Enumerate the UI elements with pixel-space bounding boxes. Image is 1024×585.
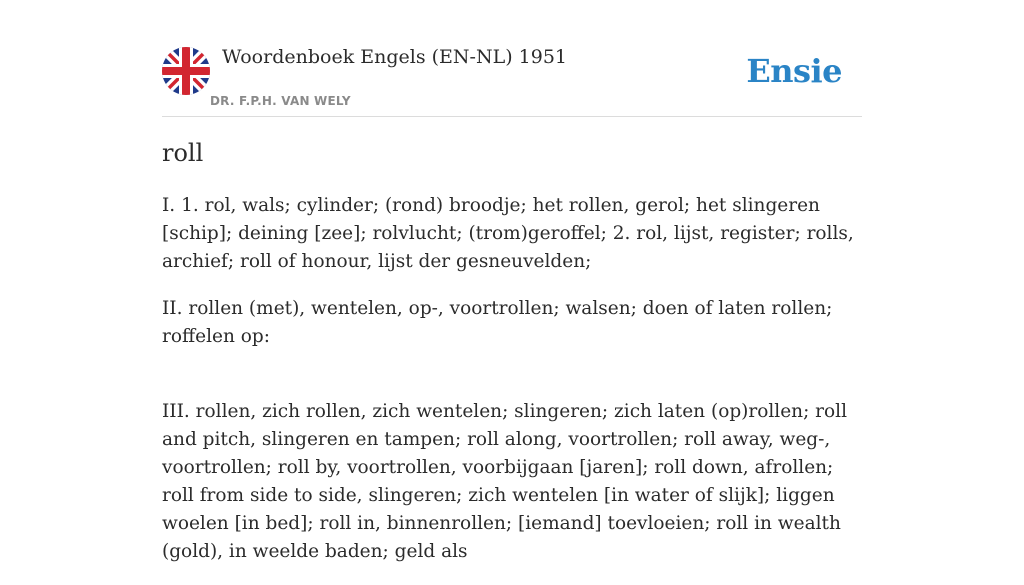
definition-paragraph: III. rollen, zich rollen, zich wentelen; slingeren; zich laten (op)rollen; roll and pitch, slingeren en tampen; roll along, voortrollen; roll away, weg-, voortrollen; roll by, voortrollen, voorbijgaan [jaren]; roll down, afrollen; roll from side to side, slingeren; zich wentelen [in water of slijk]; liggen woelen [in bed]; roll in, binnenrollen; [iemand] toevloeien; roll in wealth (gold), in weelde baden; geld als (162, 401, 847, 562)
definition-paragraph: I. 1. rol, wals; cylinder; (rond) broodje; het rollen, gerol; het slingeren [schip]; deining [zee]; rolvlucht; (trom)geroffel; 2. rol, lijst, register; rolls, archief; roll of honour, lijst der gesneuvelden; (162, 195, 854, 272)
uk-flag-icon (162, 47, 210, 95)
dictionary-header (162, 46, 862, 117)
definition-paragraph: II. rollen (met), wentelen, op-, voortrollen; walsen; doen of laten rollen; roffelen op: (162, 298, 833, 347)
definition-body (162, 192, 862, 585)
dictionary-title[interactable]: Woordenboek Engels (EN-NL) 1951 (222, 46, 567, 68)
ensie-logo-link[interactable]: Ensie (746, 52, 842, 90)
author-name[interactable]: DR. F.P.H. VAN WELY (210, 94, 351, 108)
entry-word: roll (162, 139, 204, 167)
